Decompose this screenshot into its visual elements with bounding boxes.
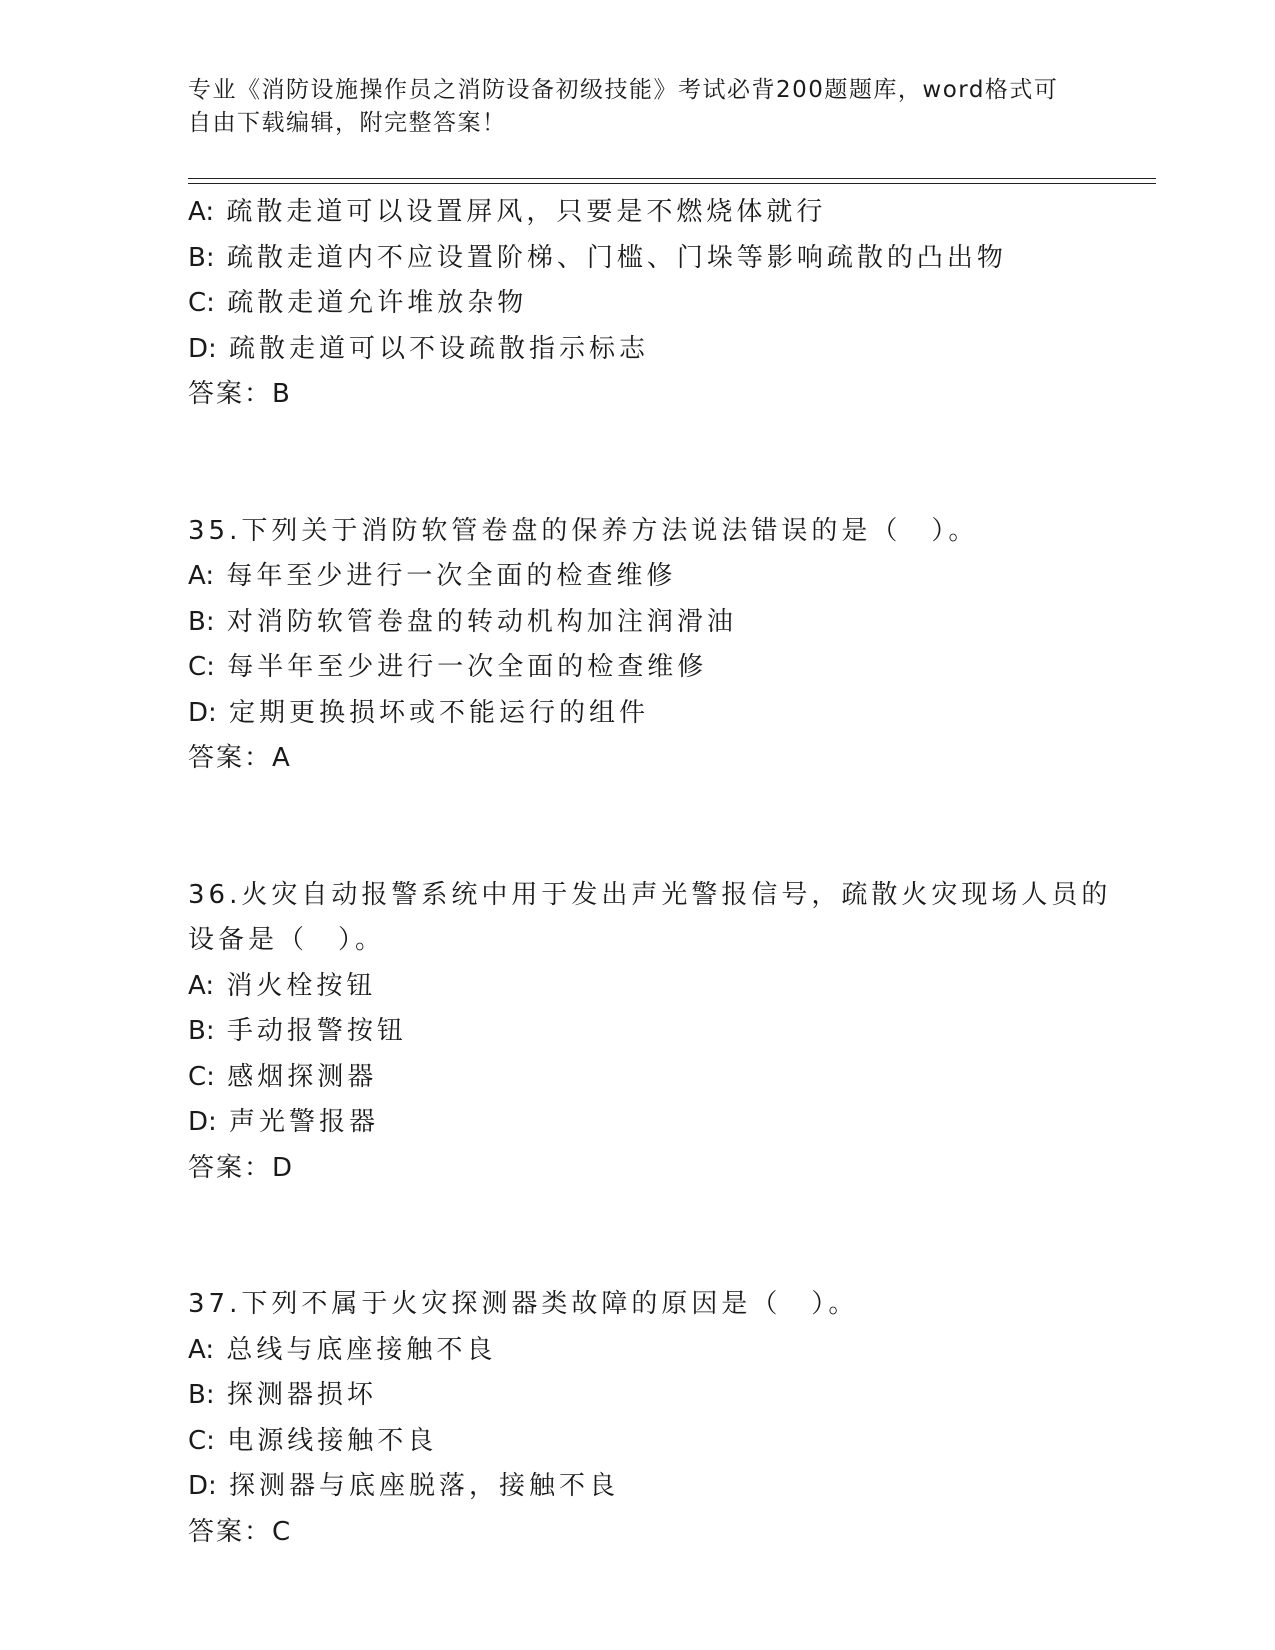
option-b <box>188 1373 1148 1419</box>
option-c <box>188 1055 1148 1101</box>
option-letter: C: <box>188 652 215 682</box>
option-d <box>188 327 1148 373</box>
header-line-1: 专业《消防设施操作员之消防设备初级技能》考试必背200题题库，word格式可 <box>188 77 1059 103</box>
question-stem-line-1: 36.火灾自动报警系统中用于发出声光警报信号，疏散火灾现场人员的 <box>188 879 1112 910</box>
option-text: 疏散走道允许堆放杂物 <box>227 288 528 318</box>
option-text: 每半年至少进行一次全面的检查维修 <box>227 652 708 682</box>
question-stem: 35.下列关于消防软管卷盘的保养方法说法错误的是（ ）。 <box>188 515 979 546</box>
question-stem: 37.下列不属于火灾探测器类故障的原因是（ ）。 <box>188 1289 859 1319</box>
option-a <box>188 190 1148 236</box>
option-d <box>188 691 1148 737</box>
answer-line: 答案：A <box>188 743 292 773</box>
answer-line: 答案：C <box>188 1516 293 1547</box>
option-a <box>188 964 1148 1010</box>
option-c <box>188 281 1148 327</box>
option-c <box>188 645 1148 691</box>
option-text: 声光警报器 <box>229 1107 380 1137</box>
document-header <box>188 74 1088 140</box>
option-letter: A: <box>188 561 215 591</box>
option-letter: D: <box>188 1107 217 1137</box>
option-text: 疏散走道可以设置屏风，只要是不燃烧体就行 <box>226 197 827 227</box>
header-line-2: 自由下载编辑，附完整答案！ <box>188 110 507 136</box>
option-text: 消火栓按钮 <box>226 970 377 1001</box>
question-34-continued <box>188 190 1148 418</box>
question-stem-line-2: 设备是（ ）。 <box>188 925 386 955</box>
option-text: 探测器损坏 <box>226 1380 377 1410</box>
option-letter: C: <box>188 288 215 318</box>
option-text: 疏散走道内不应设置阶梯、门槛、门垛等影响疏散的凸出物 <box>226 242 1007 273</box>
option-letter: B: <box>188 1380 215 1410</box>
header-divider-bottom <box>188 183 1156 184</box>
question-36 <box>188 873 1148 1192</box>
header-divider-top <box>188 178 1156 179</box>
option-letter: D: <box>188 333 217 364</box>
answer-line: 答案：B <box>188 379 292 409</box>
option-d <box>188 1100 1148 1146</box>
option-letter: D: <box>188 697 217 728</box>
option-letter: C: <box>188 1425 215 1456</box>
option-b <box>188 1009 1148 1055</box>
option-letter: B: <box>188 242 215 273</box>
option-a <box>188 1328 1148 1374</box>
option-text: 对消防软管卷盘的转动机构加注润滑油 <box>226 606 737 637</box>
option-b <box>188 600 1148 646</box>
option-text: 总线与底座接触不良 <box>226 1334 497 1365</box>
question-37 <box>188 1282 1148 1555</box>
option-b <box>188 236 1148 282</box>
option-letter: A: <box>188 197 215 227</box>
option-text: 疏散走道可以不设疏散指示标志 <box>229 333 650 364</box>
option-letter: D: <box>188 1471 217 1501</box>
option-text: 定期更换损坏或不能运行的组件 <box>229 697 650 728</box>
option-text: 探测器与底座脱落，接触不良 <box>229 1471 620 1501</box>
option-letter: A: <box>188 1334 215 1365</box>
option-text: 电源线接触不良 <box>227 1425 438 1456</box>
option-letter: B: <box>188 606 215 637</box>
option-c <box>188 1419 1148 1465</box>
question-list <box>188 190 1148 1555</box>
answer-line: 答案：D <box>188 1152 295 1183</box>
option-text: 感烟探测器 <box>227 1061 378 1092</box>
option-d <box>188 1464 1148 1510</box>
option-letter: C: <box>188 1061 215 1092</box>
option-text: 手动报警按钮 <box>226 1016 407 1046</box>
option-letter: B: <box>188 1016 215 1046</box>
option-a <box>188 554 1148 600</box>
option-text: 每年至少进行一次全面的检查维修 <box>226 561 677 591</box>
option-letter: A: <box>188 970 215 1001</box>
question-35 <box>188 509 1148 782</box>
